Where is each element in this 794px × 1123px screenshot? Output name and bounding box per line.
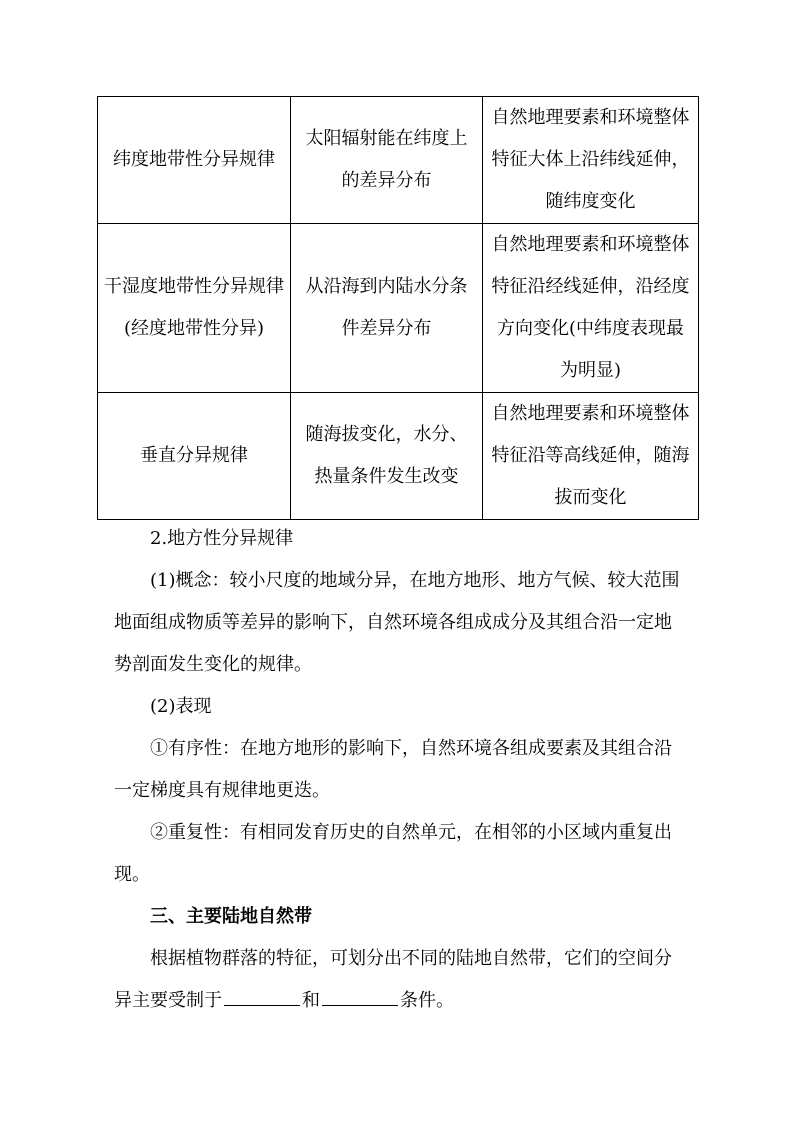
fill-in-text-after: 条件。	[400, 990, 454, 1011]
fill-in-connector: 和	[302, 990, 320, 1011]
rule-name-cell: 纬度地带性分异规律	[98, 97, 291, 224]
rule-cause-cell: 随海拔变化，水分、热量条件发生改变	[291, 393, 483, 520]
document-body	[114, 518, 684, 1022]
section-heading-land-natural-zones: 三、主要陆地自然带	[150, 906, 312, 927]
expression-heading: (2)表现	[150, 696, 212, 717]
concept-paragraph: (1)概念：较小尺度的地域分异，在地方地形、地方气候、较大范围地面组成物质等差异的影响下，自然环境各组成成分及其组合沿一定地势剖面发生变化的规律。	[114, 570, 680, 675]
table-row	[98, 224, 699, 393]
repetitive-paragraph: ②重复性：有相同发育历史的自然单元，在相邻的小区域内重复出现。	[114, 822, 672, 885]
table-row	[98, 393, 699, 520]
answer-blank-1[interactable]	[224, 985, 300, 1006]
orderly-paragraph: ①有序性：在地方地形的影响下，自然环境各组成要素及其组合沿一定梯度具有规律地更迭。	[114, 738, 672, 801]
rule-feature-cell: 自然地理要素和环境整体特征大体上沿纬线延伸，随纬度变化	[483, 97, 699, 224]
answer-blank-2[interactable]	[322, 985, 398, 1006]
rule-cause-cell: 从沿海到内陆水分条件差异分布	[291, 224, 483, 393]
geographic-differentiation-table	[97, 96, 699, 520]
fill-in-blank-paragraph	[114, 938, 684, 1022]
rule-feature-cell: 自然地理要素和环境整体特征沿经线延伸，沿经度方向变化(中纬度表现最为明显)	[483, 224, 699, 393]
rule-name-cell: 干湿度地带性分异规律(经度地带性分异)	[98, 224, 291, 393]
rule-name-cell: 垂直分异规律	[98, 393, 291, 520]
rule-cause-cell: 太阳辐射能在纬度上的差异分布	[291, 97, 483, 224]
rule-feature-cell: 自然地理要素和环境整体特征沿等高线延伸，随海拔而变化	[483, 393, 699, 520]
section-heading-local-differentiation: 2.地方性分异规律	[150, 528, 294, 549]
fill-in-text-before: 根据植物群落的特征，可划分出不同的陆地自然带，它们的空间分异主要受制于	[114, 948, 672, 1011]
table-row	[98, 97, 699, 224]
